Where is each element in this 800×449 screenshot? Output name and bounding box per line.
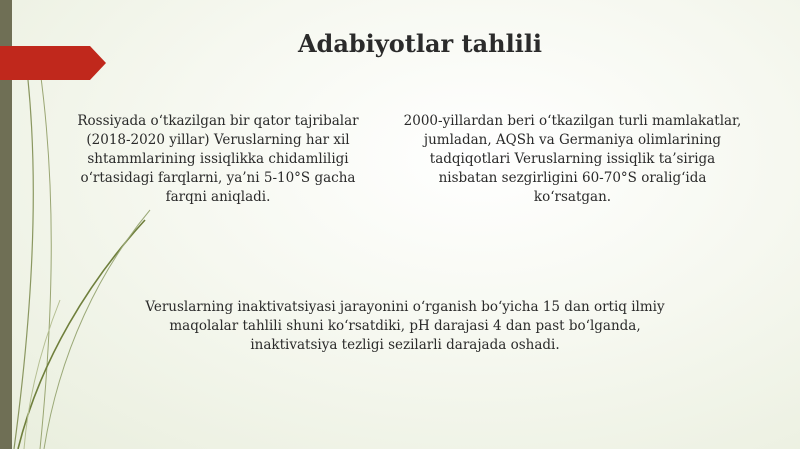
paragraph-international-studies: 2000-yillardan beri o‘tkazilgan turli mamlakatlar, jumladan, AQSh va Germaniya olimlarining tadqiqotlari Veruslarning issiqlik ta’siriga nisbatan sezgirligini 60-70°S oralig‘ida ko‘rsatgan. (403, 113, 742, 205)
paragraph-inactivation-analysis: Veruslarning inaktivatsiyasi jarayonini o‘rganish bo‘yicha 15 dan ortiq ilmiy maqolalar tahlili shuni ko‘rsatdiki, pH darajasi 4 dan past bo‘lganda, inaktivatsiya tezligi sezilarli darajada oshadi. (145, 299, 665, 353)
slide-title: Adabiyotlar tahlili (297, 29, 543, 58)
accent-ribbon (0, 46, 106, 80)
paragraph-russia-experiments: Rossiyada o‘tkazilgan bir qator tajribalar (2018-2020 yillar) Veruslarning har xil shtammlarining issiqlikka chidamliligi o‘rtasidagi farqlarni, ya’ni 5-10°S gacha farqni aniqladi. (77, 113, 359, 205)
